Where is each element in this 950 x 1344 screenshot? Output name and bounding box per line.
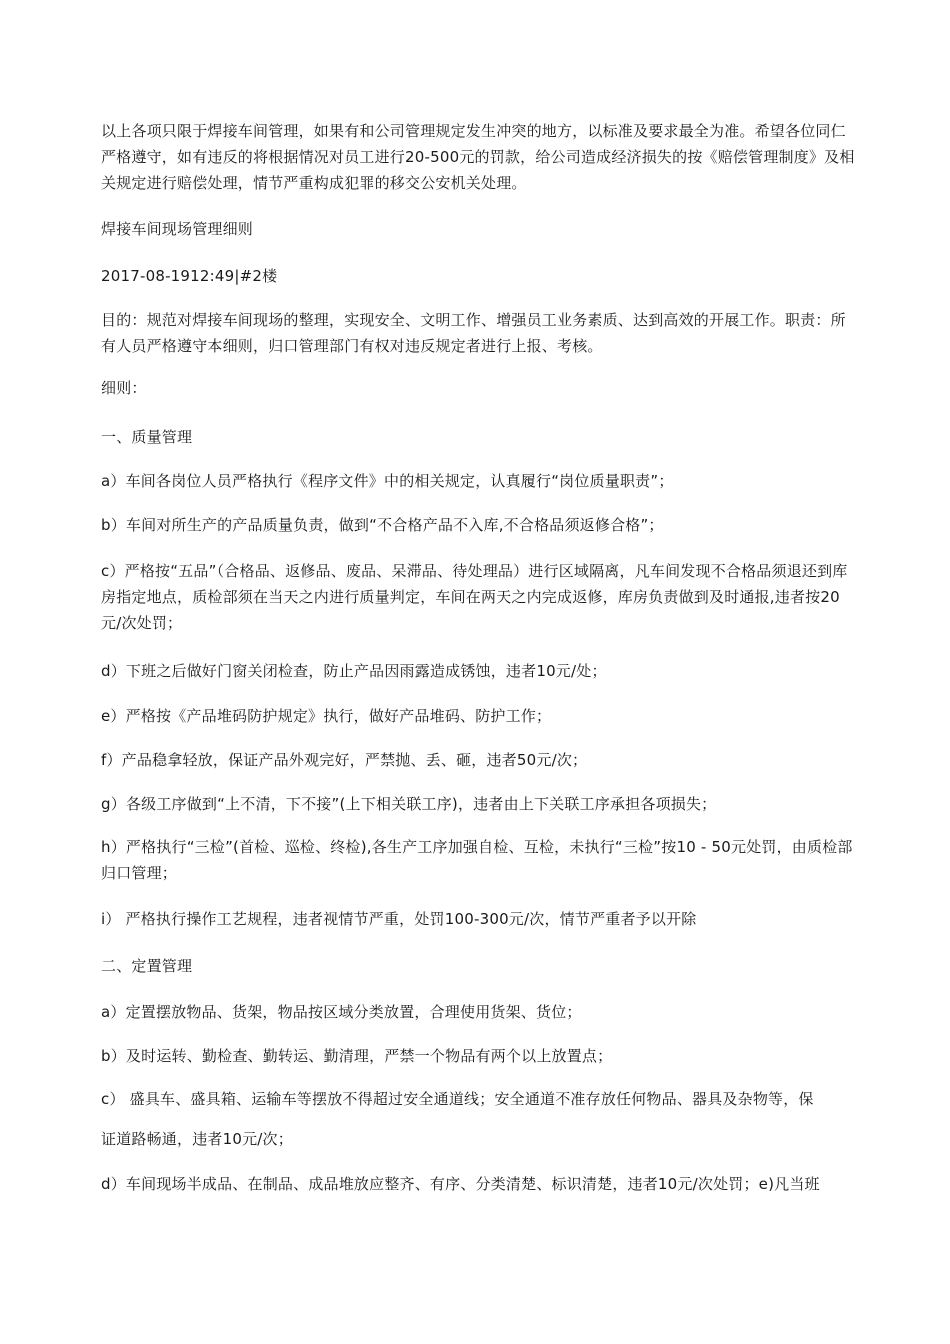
document-title: 焊接车间现场管理细则: [101, 220, 254, 238]
purpose-paragraph: 目的：规范对焊接车间现场的整理，实现安全、文明工作、增强员工业务素质、达到高效的开展工作。职责：所有人员严格遵守本细则，归口管理部门有权对违反规定者进行上报、考核。: [101, 311, 846, 355]
rules-heading: 细则：: [101, 379, 147, 397]
quality-item-b: b）车间对所生产的产品质量负责，做到“不合格产品不入库,不合格品须返修合格”；: [101, 516, 664, 534]
quality-item-h: h）严格执行“三检”(首检、巡检、终检),各生产工序加强自检、互检，未执行“三检”按10 - 50元处罚，由质检部归口管理；: [101, 838, 853, 882]
placement-item-d: d）车间现场半成品、在制品、成品堆放应整齐、有序、分类清楚、标识清楚，违者10元/次处罚；e)凡当班: [101, 1175, 820, 1193]
intro-paragraph: 以上各项只限于焊接车间管理，如果有和公司管理规定发生冲突的地方，以标准及要求最全为准。希望各位同仁严格遵守，如有违反的将根据情况对员工进行20-500元的罚款，给公司造成经济损失的按《赔偿管理制度》及相关规定进行赔偿处理，情节严重构成犯罪的移交公安机关处理。: [101, 122, 855, 192]
placement-item-c: c） 盛具车、盛具箱、运输车等摆放不得超过安全通道线；安全通道不准存放任何物品、器具及杂物等，保: [101, 1090, 814, 1108]
quality-item-a: a）车间各岗位人员严格执行《程序文件》中的相关规定，认真履行“岗位质量职责”；: [101, 472, 674, 490]
quality-item-g: g）各级工序做到“上不清，下不接”(上下相关联工序)，违者由上下关联工序承担各项损失；: [101, 795, 717, 813]
placement-item-b: b）及时运转、勤检查、勤转运、勤清理，严禁一个物品有两个以上放置点；: [101, 1047, 613, 1065]
quality-item-c: c）严格按“五品”（合格品、返修品、废品、呆滞品、待处理品）进行区域隔离，凡车间发现不合格品须退还到库房指定地点，质检部须在当天之内进行质量判定，车间在两天之内完成返修，库房负责做到及时通报,违者按20元/次处罚；: [101, 562, 848, 632]
section-quality-heading: 一、质量管理: [101, 428, 193, 446]
quality-item-d: d）下班之后做好门窗关闭检查，防止产品因雨露造成锈蚀，违者10元/处；: [101, 662, 607, 680]
quality-item-i: i） 严格执行操作工艺规程，违者视情节严重，处罚100-300元/次，情节严重者予以开除: [101, 910, 697, 928]
placement-item-c-continued: 证道路畅通，违者10元/次；: [101, 1130, 293, 1148]
quality-item-f: f）产品稳拿轻放，保证产品外观完好，严禁抛、丢、砸，违者50元/次；: [101, 751, 588, 769]
post-date: 2017-08-1912:49|#2楼: [101, 267, 278, 285]
section-placement-heading: 二、定置管理: [101, 957, 193, 975]
placement-item-a: a）定置摆放物品、货架，物品按区域分类放置，合理使用货架、货位；: [101, 1003, 582, 1021]
quality-item-e: e）严格按《产品堆码防护规定》执行，做好产品堆码、防护工作；: [101, 707, 552, 725]
